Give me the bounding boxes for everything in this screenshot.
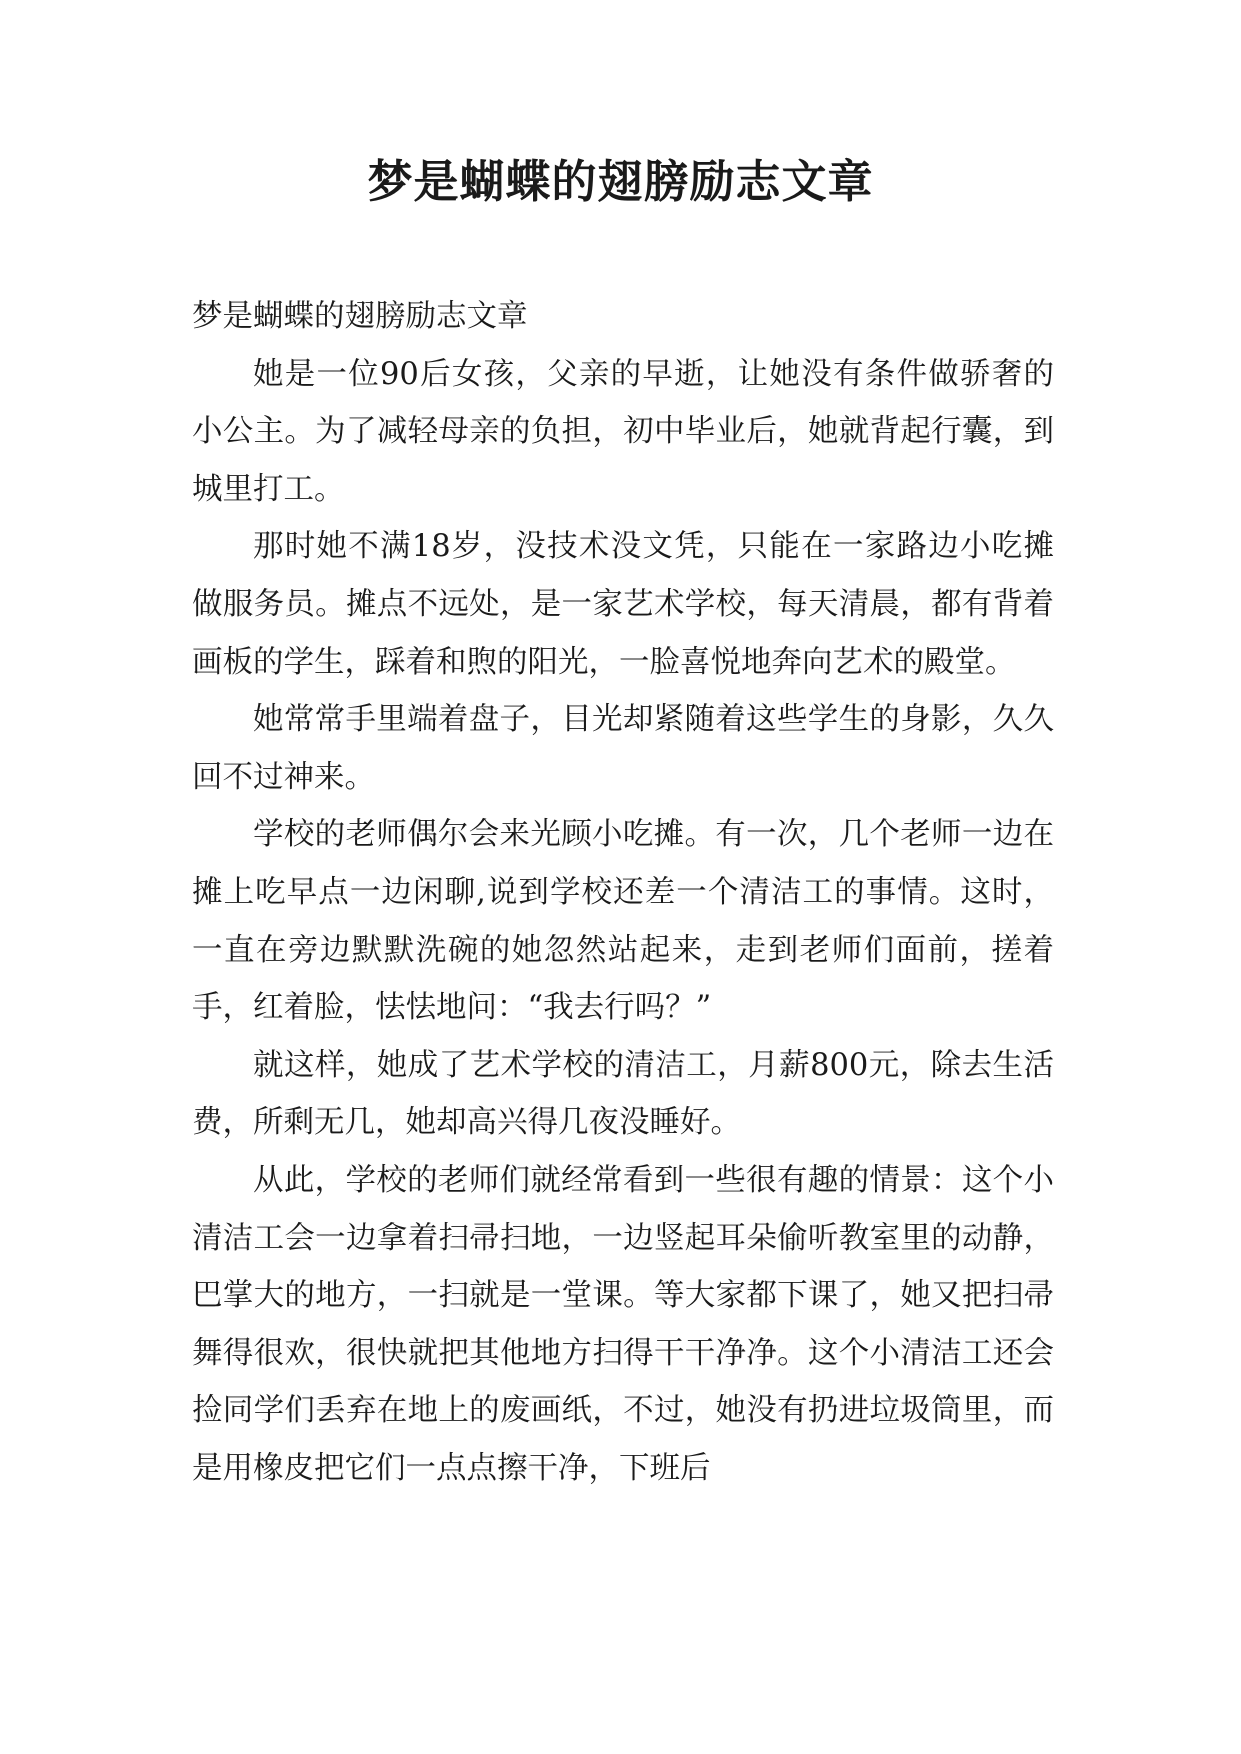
document-body <box>192 288 1054 1497</box>
paragraph: 她常常手里端着盘子，目光却紧随着这些学生的身影，久久回不过神来。 <box>192 702 1054 795</box>
paragraph: 她是一位90后女孩，父亲的早逝，让她没有条件做骄奢的小公主。为了减轻母亲的负担，初中毕业后，她就背起行囊，到城里打工。 <box>192 356 1054 507</box>
document-title: 梦是蝴蝶的翅膀励志文章 <box>367 155 874 208</box>
document-subtitle: 梦是蝴蝶的翅膀励志文章 <box>192 299 528 334</box>
paragraph: 学校的老师偶尔会来光顾小吃摊。有一次，几个老师一边在摊上吃早点一边闲聊,说到学校还差一个清洁工的事情。这时，一直在旁边默默洗碗的她忽然站起来，走到老师们面前，搓着手，红着脸，怯怯地问：“我去行吗？” <box>192 817 1054 1026</box>
paragraph: 从此，学校的老师们就经常看到一些很有趣的情景：这个小清洁工会一边拿着扫帚扫地，一边竖起耳朵偷听教室里的动静，巴掌大的地方，一扫就是一堂课。等大家都下课了，她又把扫帚舞得很欢，很快就把其他地方扫得干干净净。这个小清洁工还会捡同学们丢弃在地上的废画纸，不过，她没有扔进垃圾筒里，而是用橡皮把它们一点点擦干净，下班后 <box>192 1162 1054 1486</box>
paragraph: 那时她不满18岁，没技术没文凭，只能在一家路边小吃摊做服务员。摊点不远处，是一家艺术学校，每天清晨，都有背着画板的学生，踩着和煦的阳光，一脸喜悦地奔向艺术的殿堂。 <box>192 529 1054 680</box>
paragraph: 就这样，她成了艺术学校的清洁工，月薪800元，除去生活费，所剩无几，她却高兴得几夜没睡好。 <box>192 1047 1054 1141</box>
